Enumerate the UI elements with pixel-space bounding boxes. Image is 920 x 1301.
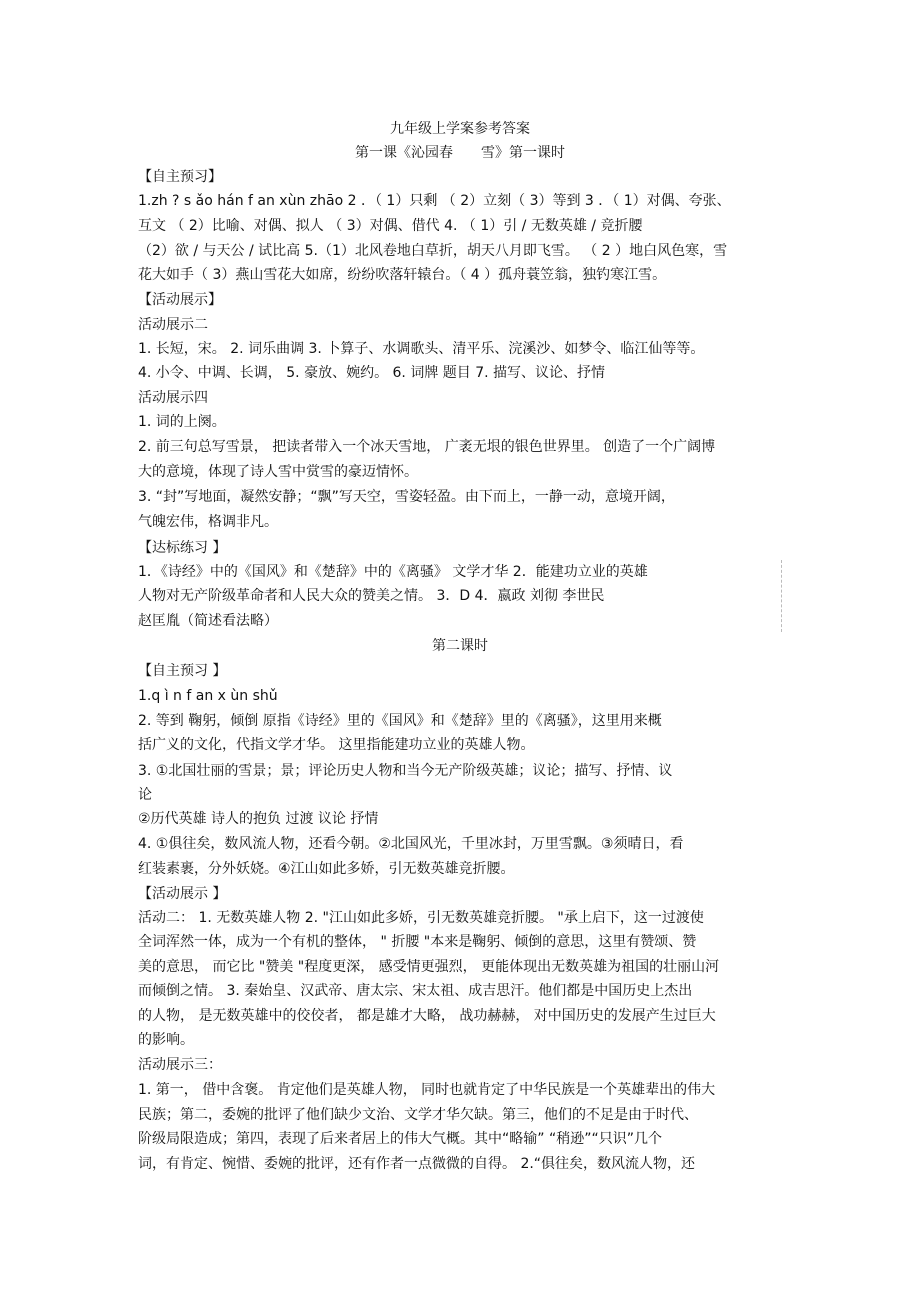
text-line: 【自主预习 】 bbox=[138, 663, 227, 679]
text-line: 括广义的文化，代指文学才华。 这里指能建功立业的英雄人物。 bbox=[138, 737, 535, 753]
text-line: 人物对无产阶级革命者和人民大众的赞美之情。 3．D 4．嬴政 刘彻 李世民 bbox=[138, 588, 605, 604]
text-line: 互文 （ 2）比喻、对偶、拟人 （ 3）对偶、借代 4. （ 1）引 / 无数英雄 / 竞折腰 bbox=[138, 218, 643, 234]
text-line: 4. ①俱往矣，数风流人物，还看今朝。②北国风光，千里冰封，万里雪飘。③须晴日，看 bbox=[138, 836, 684, 852]
text-line: 论 bbox=[138, 787, 152, 803]
text-line: 活动展示二 bbox=[138, 317, 208, 333]
text-line: 1. 第一， 借中含褒。 肯定他们是英雄人物， 同时也就肯定了中华民族是一个英雄辈出的伟大 bbox=[138, 1082, 716, 1098]
text-line: 4. 小令、中调、长调， 5. 豪放、婉约。 6. 词牌 题目 7. 描写、议论、抒情 bbox=[138, 365, 606, 381]
dashed-divider bbox=[781, 560, 782, 632]
text-line: 【活动展示 】 bbox=[138, 886, 227, 902]
text-line: 气魄宏伟，格调非凡。 bbox=[138, 514, 278, 530]
text-line: 【达标练习 】 bbox=[138, 540, 227, 556]
text-line: 的人物， 是无数英雄中的佼佼者， 都是雄才大略， 战功赫赫， 对中国历史的发展产生过巨大 bbox=[138, 1008, 716, 1024]
text-line: 1.zh ? s ǎo hán f an xùn zhāo 2 ．（ 1）只剩 （ 2）立刻（ 3）等到 3 ．（ 1）对偶、夸张、 bbox=[138, 193, 731, 209]
text-line: 民族；第二，委婉的批评了他们缺少文治、文学才华欠缺。第三，他们的不足是由于时代、 bbox=[138, 1107, 698, 1123]
text-line: 赵匡胤（简述看法略） bbox=[138, 613, 278, 629]
text-line: 1. 词的上阕。 bbox=[138, 414, 226, 430]
text-line: 全词浑然一体，成为一个有机的整体， " 折腰 "本来是鞠躬、倾倒的意思，这里有赞颂、赞 bbox=[138, 934, 697, 950]
doc-title: 九年级上学案参考答案 bbox=[390, 121, 530, 137]
text-line: 2. 等到 鞠躬，倾倒 原指《诗经》里的《国风》和《楚辞》里的《离骚》，这里用来概 bbox=[138, 713, 662, 729]
text-line: 1.q ì n f an x ùn shǔ bbox=[138, 688, 278, 704]
text-line: 活动展示三： bbox=[138, 1057, 222, 1073]
text-line: 阶级局限造成；第四，表现了后来者居上的伟大气概。其中“略输” “稍逊”“只识”几个 bbox=[138, 1131, 662, 1147]
text-line: 【自主预习】 bbox=[138, 169, 222, 185]
text-line: ②历代英雄 诗人的抱负 过渡 议论 抒情 bbox=[138, 811, 379, 827]
text-line: （2）欲 / 与天公 / 试比高 5.（1）北风卷地白草折，胡天八月即飞雪。 （ 2 ）地白风色寒，雪 bbox=[138, 243, 728, 259]
text-line: 而倾倒之情。 3. 秦始皇、汉武帝、唐太宗、宋太祖、成吉思汗。他们都是中国历史上杰出 bbox=[138, 983, 693, 999]
text-line: 活动二： 1. 无数英雄人物 2. "江山如此多娇，引无数英雄竞折腰。 "承上启下，这一过渡使 bbox=[138, 910, 704, 926]
text-line: 词，有肯定、惋惜、委婉的批评，还有作者一点微微的自得。 2.“俱往矣，数风流人物，还 bbox=[138, 1156, 696, 1172]
text-line: 红装素裹，分外妖娆。④江山如此多娇，引无数英雄竞折腰。 bbox=[138, 861, 515, 877]
text-line: 2. 前三句总写雪景， 把读者带入一个冰天雪地， 广袤无垠的银色世界里。 创造了一个广阔博 bbox=[138, 439, 716, 455]
text-line: 3. “封”写地面，凝然安静；“飘”写天空，雪姿轻盈。由下而上，一静一动，意境开阔， bbox=[138, 489, 675, 505]
text-line: 3. ①北国壮丽的雪景；景；评论历史人物和当今无产阶级英雄；议论；描写、抒情、议 bbox=[138, 763, 673, 779]
text-line: 1. 长短，宋。 2. 词乐曲调 3. 卜算子、水调歌头、清平乐、浣溪沙、如梦令、临江仙等等。 bbox=[138, 341, 705, 357]
text-line: 花大如手（ 3）燕山雪花大如席，纷纷吹落轩辕台。（ 4 ）孤舟蓑笠翁，独钓寒江雪。 bbox=[138, 267, 667, 283]
lesson1-title: 第一课《沁园春 雪》第一课时 bbox=[355, 145, 565, 161]
text-line: 1．《诗经》中的《国风》和《楚辞》中的《离骚》 文学才华 2．能建功立业的英雄 bbox=[138, 564, 648, 580]
text-line: 美的意思， 而它比 "赞美 "程度更深， 感受情更强烈， 更能体现出无数英雄为祖国的壮丽山河 bbox=[138, 959, 720, 975]
text-line: 大的意境，体现了诗人雪中赏雪的豪迈情怀。 bbox=[138, 464, 418, 480]
text-line: 活动展示四 bbox=[138, 390, 208, 406]
text-line: 【活动展示】 bbox=[138, 292, 222, 308]
text-line: 的影响。 bbox=[138, 1032, 194, 1048]
lesson2-title: 第二课时 bbox=[432, 638, 488, 654]
